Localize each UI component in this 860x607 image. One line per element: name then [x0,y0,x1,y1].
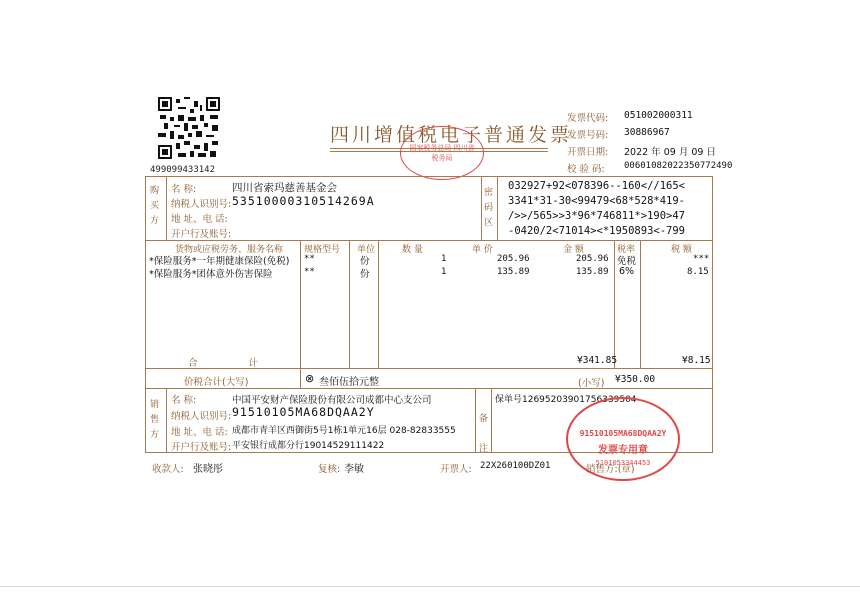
grand-total-small-label: (小写) [578,378,605,389]
item-tax: 8.15 [687,267,709,277]
seller-name-label: 名 称: [171,395,197,406]
item-name: *保险服务*团体意外伤害保险 [149,269,273,280]
item-amount: 135.89 [576,267,609,277]
item-price: 135.89 [497,267,530,277]
buyer-name-label: 名 称: [171,184,197,195]
check-code: 00601082022350772490 [624,161,733,171]
tax-bureau-stamp [400,126,484,180]
payee-label: 收款人: [152,464,184,475]
buyer-name: 四川省索玛慈善基金会 [232,182,337,194]
buyer-address-label: 地 址、电 话: [171,214,228,225]
seller-stamp-id: 91510105MA68DQAA2Y [579,429,667,438]
invoice-title: 四川增值税电子普通发票 [330,124,573,146]
seller-name: 中国平安财产保险股份有限公司成都中心支公司 [232,395,432,406]
seller-tax-id-label: 纳税人识别号: [171,411,232,422]
issue-date-label: 开票日期: [567,147,609,158]
seller-tax-id: 91510105MA68DQAA2Y [232,405,375,419]
item-tax: *** [693,254,710,264]
check-code-label: 校 验 码: [567,164,605,175]
item-rate: 6% [619,266,635,277]
qr-number: 499099433142 [150,165,216,175]
password-area [508,179,685,239]
col-header-price: 单 价 [472,245,493,255]
remarks-text: 保单号12695203901756339504 [495,395,637,405]
invoice-code-label: 发票代码: [567,113,609,124]
item-qty: 1 [441,267,447,277]
bottom-divider [0,586,860,587]
col-header-name: 货物或应税劳务、服务名称 [175,245,284,255]
invoice-code: 051002000311 [624,110,693,121]
issuer-label: 开票人: [440,464,472,475]
item-spec: ** [304,254,315,264]
seller-stamp-text: 发票专用章 [598,445,648,456]
reviewer: 李敏 [344,464,364,475]
seller-section-label: 销售方 [150,400,160,440]
item-amount: 205.96 [576,254,609,264]
col-header-tax: 税 额 [671,245,692,255]
issuer: 22X260100DZ01 [480,461,551,471]
password-line: -0420/2<71014><*1950893<-799 [508,225,686,237]
seller-bank: 平安银行成都分行19014529111422 [232,441,385,451]
item-unit: 份 [360,256,370,267]
item-name: *保险服务*一年期健康保险(免税) [149,256,290,267]
issue-date: 2022 年 09 月 09 日 [624,147,716,158]
item-qty: 1 [441,254,447,264]
password-area-label: 密码区 [484,188,494,228]
reviewer-label: 复核: [318,464,341,475]
seller-address: 成都市青羊区西御街5号1栋1单元16层 028-82833555 [232,426,456,436]
seller-stamp-serial: 5101053344453 [595,459,651,467]
col-header-rate: 税率 [617,245,636,255]
payee: 张晓彤 [193,464,223,475]
item-rate: 免税 [617,256,637,267]
item-unit: 份 [360,269,370,280]
buyer-bank-label: 开户行及账号: [171,229,232,240]
grand-total-symbol: ⊗ [305,372,315,385]
buyer-tax-id-label: 纳税人识别号: [171,199,232,210]
grand-total-words: 叁佰伍拾元整 [319,377,379,388]
total-label: 合 计 [188,358,283,369]
grand-total-label: 价税合计(大写) [184,377,249,388]
remarks-label: 备注 [479,414,489,454]
password-line: />>/565>>3*96*746811*>190>47 [508,210,686,222]
qr-code [158,97,220,159]
password-line: 032927+92<078396--160<//165< [508,180,686,192]
tax-bureau-stamp-text: 国家税务总局 四川省税务局 [409,144,475,162]
invoice-number-label: 发票号码: [567,130,609,141]
password-line: 3341*31-30<99479<68*528*419- [508,195,686,207]
buyer-tax-id: 53510000310514269A [232,194,375,208]
invoice-number: 30886967 [624,127,670,138]
item-price: 205.96 [497,254,530,264]
seller-address-label: 地 址、电 话: [171,427,228,438]
col-header-unit: 单位 [357,245,376,255]
buyer-section-label: 购买方 [150,186,160,226]
item-spec: ** [304,267,315,277]
col-header-spec: 规格型号 [304,245,341,255]
seller-seal-label: 销售方:(章) [586,464,635,475]
total-amount: ¥341.85 [577,355,618,366]
col-header-amount: 金 额 [563,245,584,255]
seller-bank-label: 开户行及账号: [171,442,232,453]
grand-total-small: ¥350.00 [615,374,656,385]
col-header-qty: 数 量 [402,245,423,255]
total-tax: ¥8.15 [682,355,711,366]
